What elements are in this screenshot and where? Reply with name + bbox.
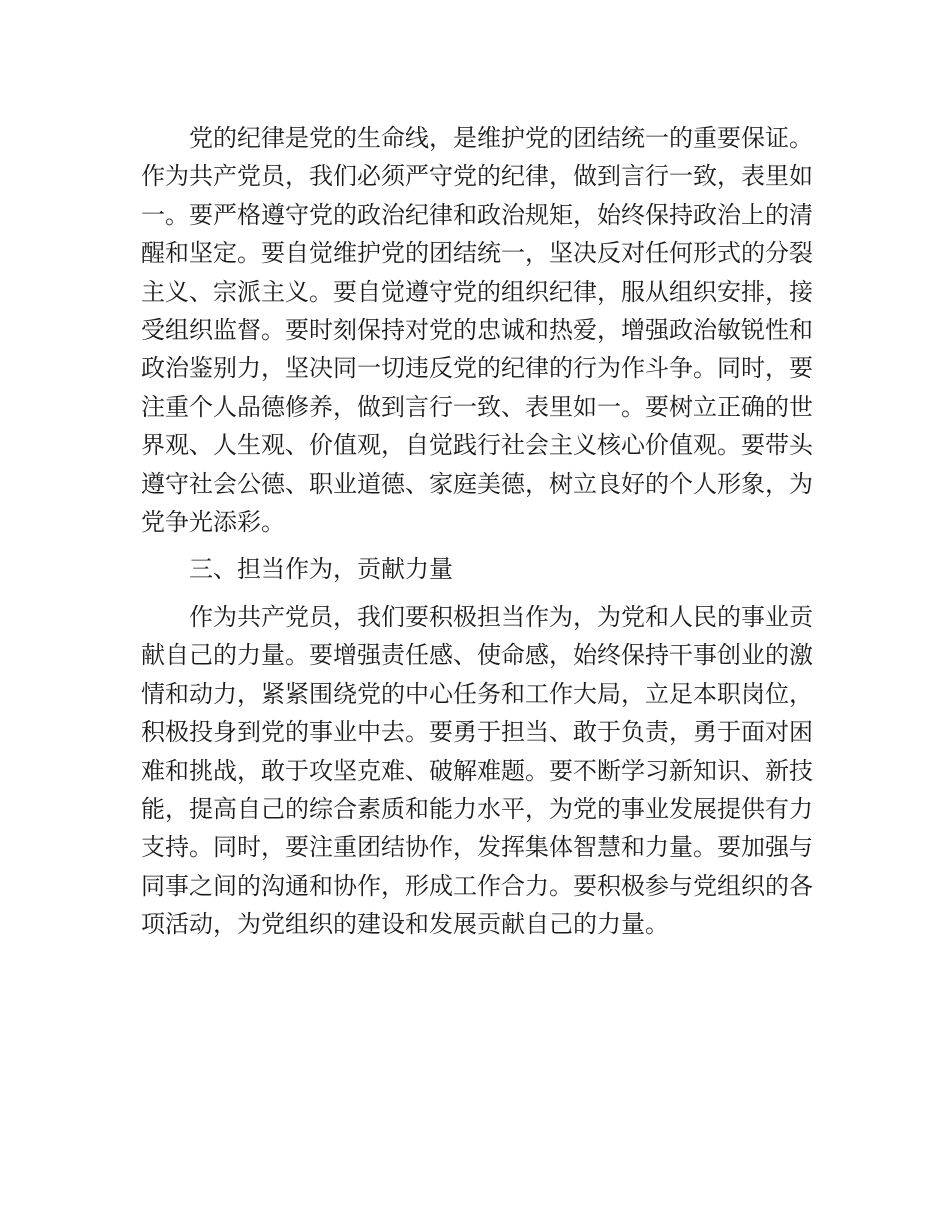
paragraph-responsibility: 作为共产党员，我们要积极担当作为，为党和人民的事业贡献自己的力量。要增强责任感、使命感，始终保持干事创业的激情和动力，紧紧围绕党的中心任务和工作大局，立足本职岗位，积极投身到党的事业中去。要勇于担当、敢于负责，勇于面对困难和挑战，敢于攻坚克难、破解难题。要不断学习新知识、新技能，提高自己的综合素质和能力水平，为党的事业发展提供有力支持。同时，要注重团结协作，发挥集体智慧和力量。要加强与同事之间的沟通和协作，形成工作合力。要积极参与党组织的各项活动，为党组织的建设和发展贡献自己的力量。 <box>141 602 813 939</box>
section-heading: 三、担当作为，贡献力量 <box>189 555 453 584</box>
document-body <box>141 119 813 953</box>
paragraph-discipline: 党的纪律是党的生命线，是维护党的团结统一的重要保证。作为共产党员，我们必须严守党的纪律，做到言行一致，表里如一。要严格遵守党的政治纪律和政治规矩，始终保持政治上的清醒和坚定。要自觉维护党的团结统一，坚决反对任何形式的分裂主义、宗派主义。要自觉遵守党的组织纪律，服从组织安排，接受组织监督。要时刻保持对党的忠诚和热爱，增强政治敏锐性和政治鉴别力，坚决同一切违反党的纪律的行为作斗争。同时，要注重个人品德修养，做到言行一致、表里如一。要树立正确的世界观、人生观、价值观，自觉践行社会主义核心价值观。要带头遵守社会公德、职业道德、家庭美德，树立良好的个人形象，为党争光添彩。 <box>141 124 813 537</box>
